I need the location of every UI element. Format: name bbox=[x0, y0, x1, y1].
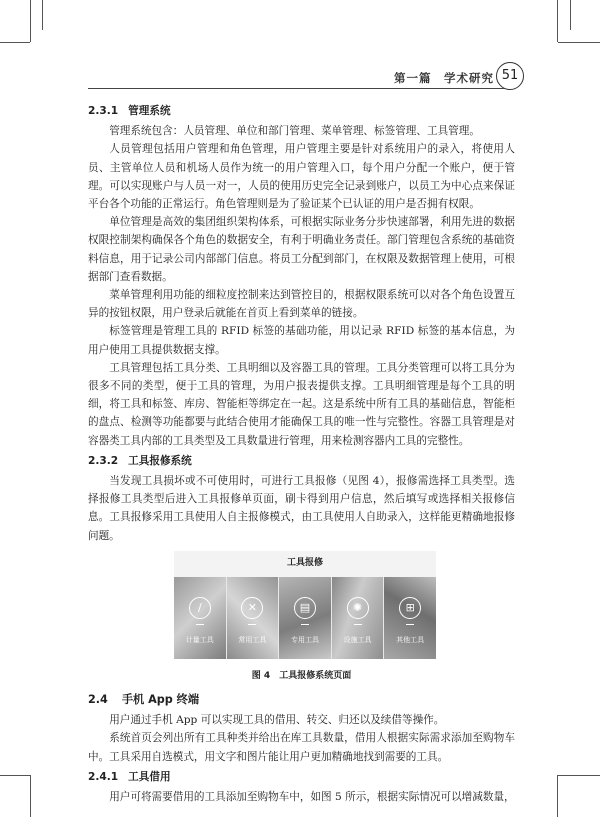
tile-special-tools[interactable] bbox=[279, 577, 332, 659]
paragraph: 标签管理是管理工具的 RFID 标签的基础功能，用以记录 RFID 标签的基本信息，为用户使用工具提供数据支撑。 bbox=[88, 325, 515, 356]
tile-other-tools[interactable] bbox=[384, 577, 436, 659]
paragraph: 工具管理包括工具分类、工具明细以及容器工具的管理。工具分类管理可以将工具分为很多不同的类型，便于工具的管理，为用户报表提供支撑。工具明细管理是每个工具的明细，将工具和标签、库房、智能柜等绑定在一起。这是系统中所有工具的基础信息，智能柜的盘点、检测等功能都要与此结合使用才能确保工具的唯一性与完整性。容器工具管理是对容器类工具内部的工具类型及工具数量进行管理，用来检测容器内工具的完整性。 bbox=[88, 361, 515, 447]
tile-label: 专用工具 bbox=[290, 635, 319, 644]
tile-label: 其他工具 bbox=[396, 635, 425, 644]
section-title: 工具借用 bbox=[128, 770, 171, 783]
section-number: 2.3.2 bbox=[88, 454, 119, 467]
paragraph: 菜单管理利用功能的细粒度控制来达到管控目的，根据权限系统可以对各个角色设置互异的按钮权限，用户登录后就能在首页上看到菜单的链接。 bbox=[88, 289, 515, 320]
section-heading-2-4-1 bbox=[88, 768, 515, 786]
tool-type-strip bbox=[174, 577, 436, 659]
divider bbox=[354, 624, 362, 625]
crop-mark bbox=[557, 0, 558, 42]
clipboard-icon: ▤ bbox=[294, 597, 316, 619]
crop-mark bbox=[558, 42, 600, 43]
paragraph: 用户通过手机 App 可以实现工具的借用、转交、归还以及续借等操作。 bbox=[109, 714, 445, 727]
crop-mark bbox=[558, 775, 600, 776]
paragraph: 单位管理是高效的集团组织架构体系，可根据实际业务分步快速部署，利用先进的数据权限控制架构确保各个角色的数据安全，有利于明确业务责任。部门管理包含系统的基础资料信息，用于记录公司内部部门信息。将员工分配到部门，在权限及数据管理上使用，可根据部门查看数据。 bbox=[88, 216, 515, 283]
paragraph: 当发现工具损坏或不可使用时，可进行工具报修（见图 4），报修需选择工具类型。选择报修工具类型后进入工具报修单页面，刷卡得到用户信息，然后填写或选择相关报修信息。工具报修采用工具使用人自主报修模式，由工具使用人自助录入，这样能更精确地报修问题。 bbox=[88, 475, 515, 542]
tile-common-tools[interactable] bbox=[227, 577, 280, 659]
figure-title: 工具报修 bbox=[286, 557, 323, 568]
settings-icon: ✺ bbox=[347, 597, 369, 619]
section-title: 手机 App 终端 bbox=[121, 693, 200, 707]
section-number: 2.4 bbox=[88, 693, 108, 707]
divider bbox=[248, 624, 256, 625]
divider bbox=[406, 624, 414, 625]
section-title: 工具报修系统 bbox=[128, 454, 192, 467]
divider bbox=[301, 624, 309, 625]
section-heading-2-4 bbox=[88, 691, 515, 709]
paragraph: 用户可将需要借用的工具添加至购物车中，如图 5 所示，根据实际情况可以增减数量， bbox=[109, 791, 515, 804]
crop-mark bbox=[570, 0, 571, 30]
section-heading-2-3-1 bbox=[88, 102, 515, 120]
tile-measuring-tools[interactable] bbox=[174, 577, 227, 659]
gauge-icon: ∕ bbox=[189, 597, 211, 619]
figure-caption: 图 4 工具报修系统页面 bbox=[251, 670, 352, 681]
crop-mark bbox=[0, 775, 30, 776]
section-title: 管理系统 bbox=[128, 105, 171, 117]
figure-tool-repair-page bbox=[174, 551, 436, 659]
paragraph: 系统首页会列出所有工具种类并给出在库工具数量，借用人根据实际需求添加至购物车中。工具采用自选模式，用文字和图片能让用户更加精确地找到需要的工具。 bbox=[88, 732, 515, 763]
crop-mark bbox=[557, 775, 558, 817]
toolbox-icon: ⊞ bbox=[399, 597, 421, 619]
running-head: 第一篇 学术研究 bbox=[394, 71, 494, 85]
crop-mark bbox=[30, 0, 31, 42]
divider bbox=[196, 624, 204, 625]
body-content bbox=[88, 100, 515, 806]
wrench-cross-icon: ✕ bbox=[241, 597, 263, 619]
section-heading-2-3-2 bbox=[88, 452, 515, 470]
crop-mark bbox=[30, 775, 31, 817]
paragraph: 人员管理包括用户管理和角色管理，用户管理主要是针对系统用户的录入，将使用人员、主管单位人员和机场人员作为统一的用户管理入口，每个用户分配一个账户，便于管理。可以实现账户与人员一对一，人员的使用历史完全记录到账户，以员工为中心点来保证平台各个功能的正常运行。角色管理则是为了验证某个已认证的用户是否拥有权限。 bbox=[88, 143, 515, 211]
tile-label: 常用工具 bbox=[238, 635, 267, 644]
page-number: 51 bbox=[496, 62, 524, 90]
section-number: 2.3.1 bbox=[88, 105, 119, 117]
tile-label: 计量工具 bbox=[185, 635, 214, 644]
header-rule bbox=[88, 88, 515, 89]
section-number: 2.4.1 bbox=[88, 770, 119, 783]
tile-label: 设施工具 bbox=[343, 635, 372, 644]
crop-mark bbox=[0, 42, 30, 43]
paragraph: 管理系统包含：人员管理、单位和部门管理、菜单管理、标签管理、工具管理。 bbox=[109, 125, 480, 138]
tile-facility-tools[interactable] bbox=[332, 577, 385, 659]
crop-mark bbox=[42, 0, 43, 30]
